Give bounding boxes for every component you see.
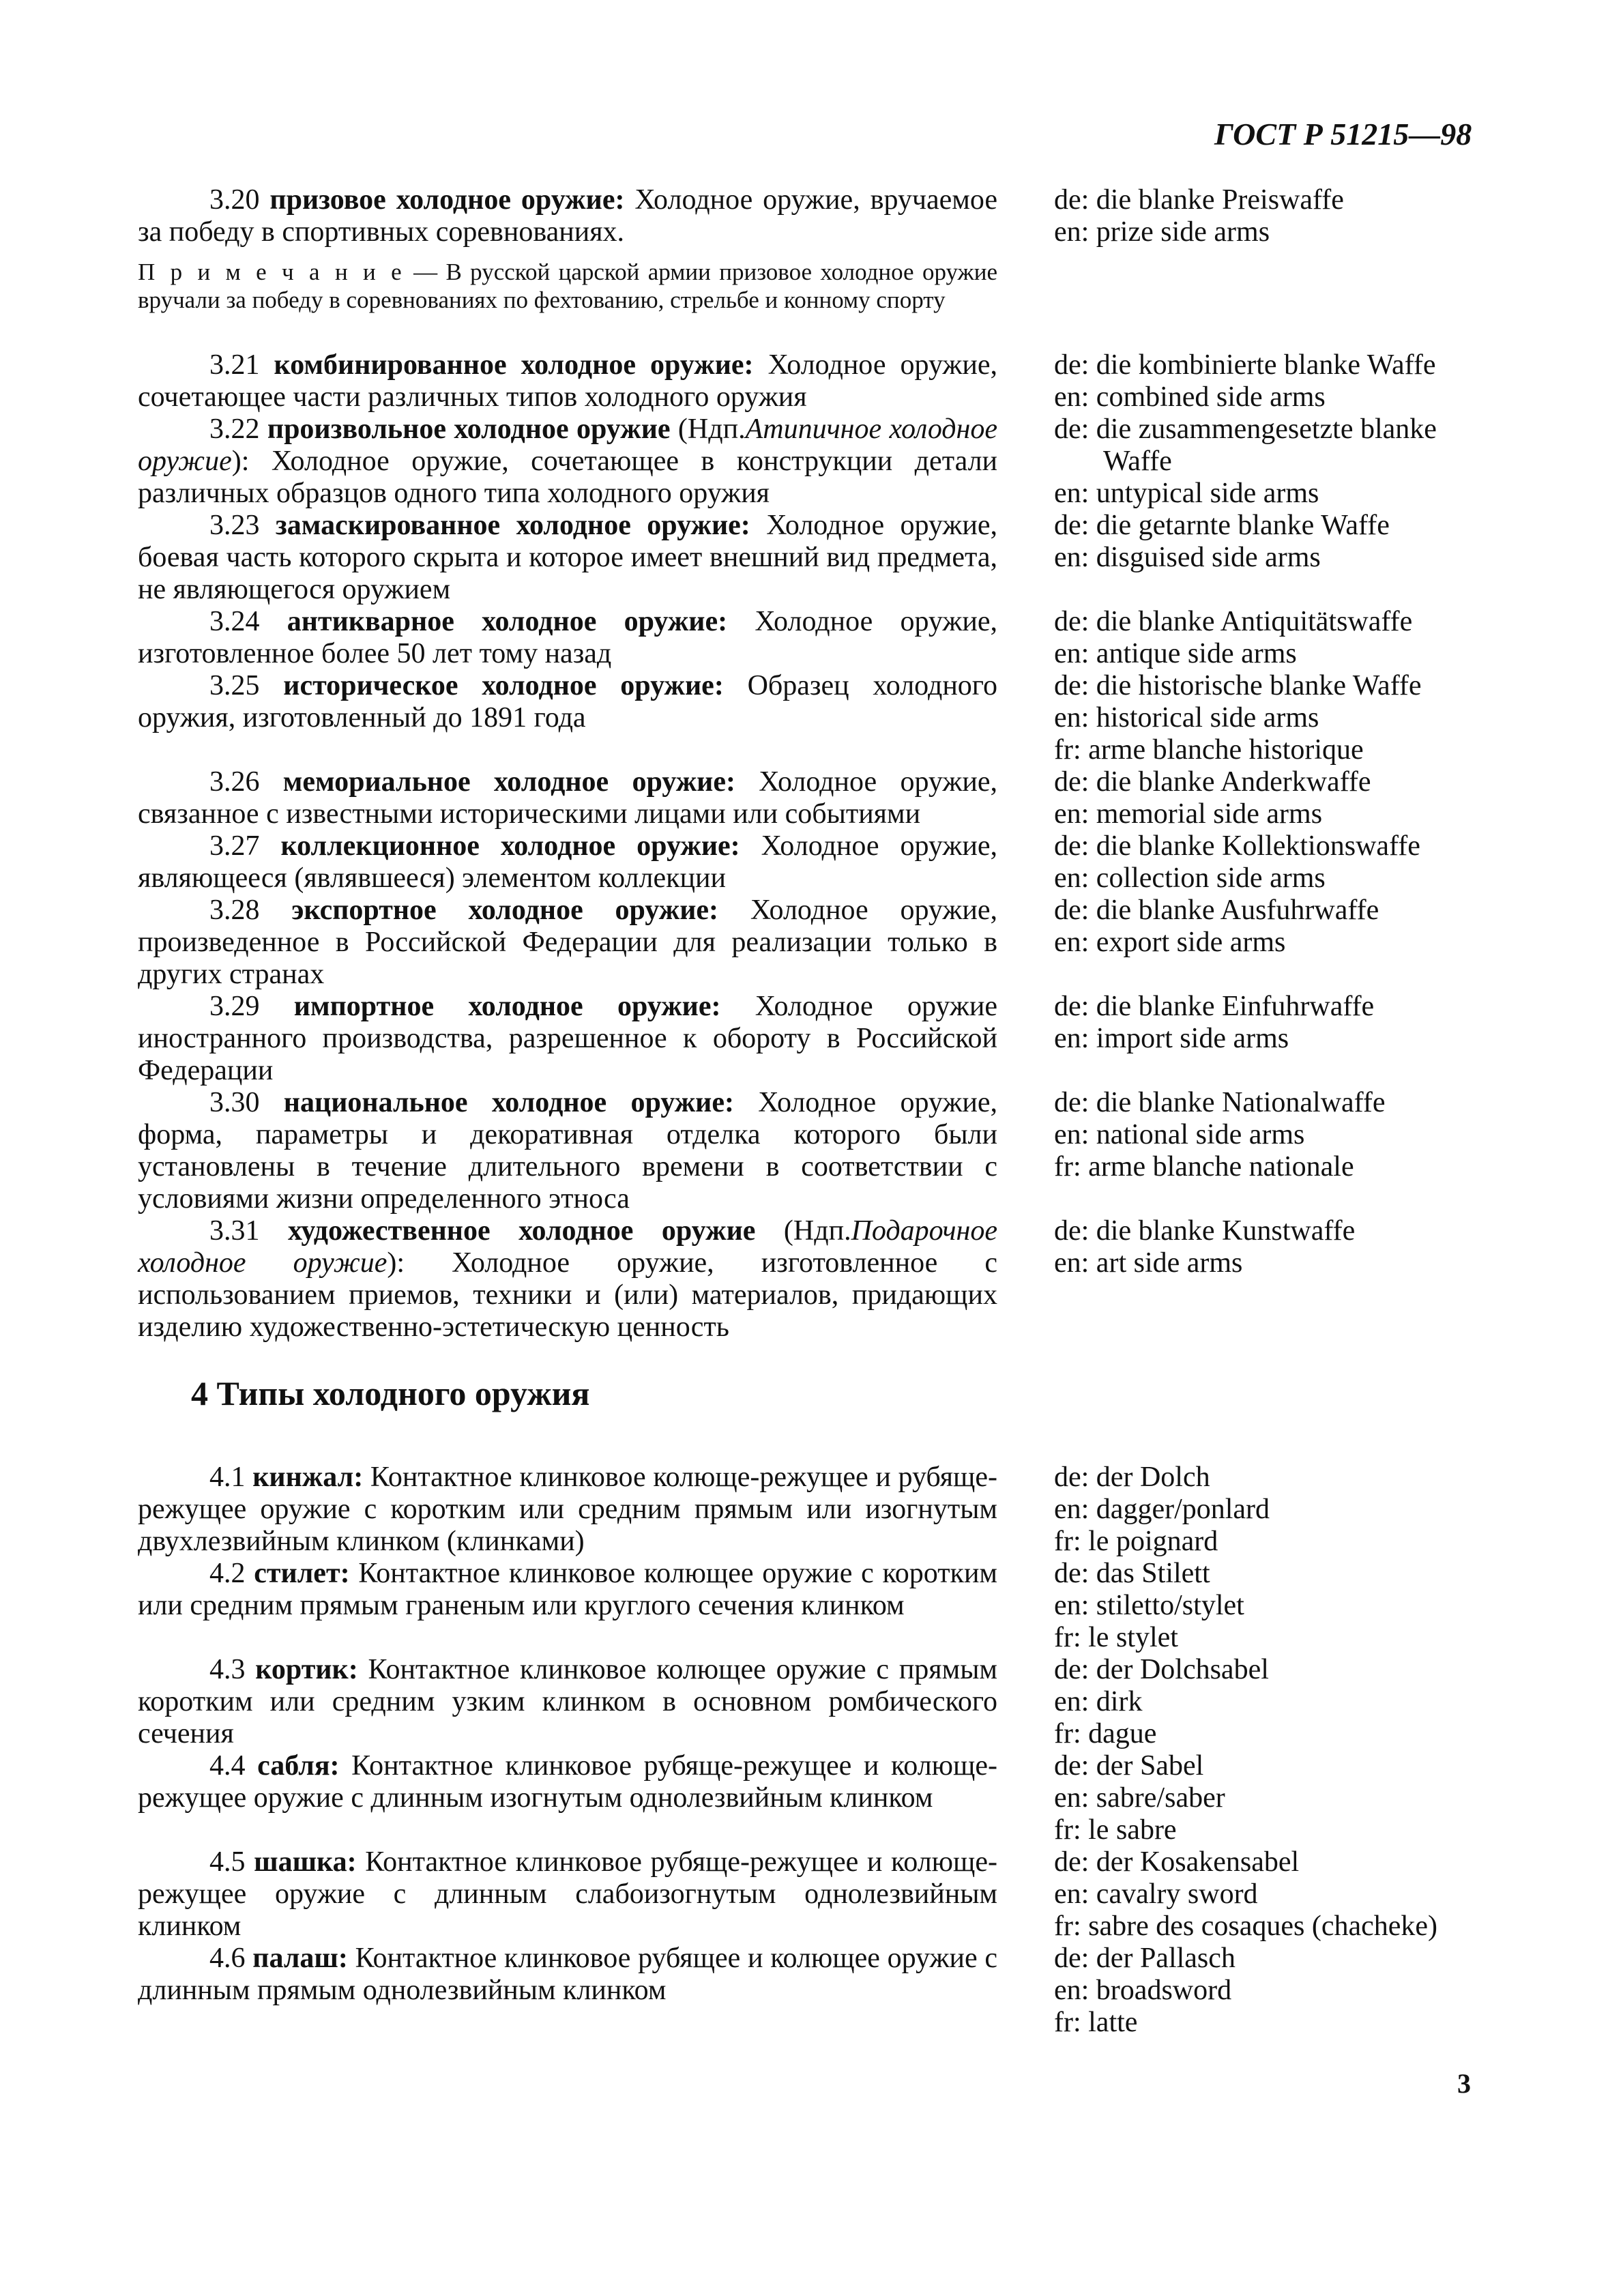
- equivalents-3-25: [1054, 670, 1491, 766]
- equivalent-de: de: die zusammengesetzte blanke Waffe: [1054, 413, 1437, 477]
- equivalents-3-28: [1054, 895, 1491, 959]
- term-name: палаш:: [252, 1943, 348, 1974]
- term-name: призовое холодное оружие:: [269, 184, 625, 216]
- equivalent-en: en: antique side arms: [1054, 638, 1297, 669]
- equivalent-fr: fr: arme blanche nationale: [1054, 1151, 1354, 1182]
- equivalent-fr: fr: le sabre: [1054, 1814, 1177, 1846]
- term-definition: Холодное оружие иностранного производства, разрешенное к обороту в Российской Федерации: [138, 991, 998, 1086]
- term-name: произвольное холодное оружие: [267, 413, 671, 445]
- term-definition: Холодное оружие, форма, параметры и декоративная отделка которого были установлены в течение длительного времени в соответствии с условиями жизни определенного этноса: [138, 1087, 997, 1215]
- equivalent-de: de: der Dolchsabel: [1054, 1654, 1269, 1685]
- term-name: импортное холодное оружие:: [293, 991, 721, 1022]
- equivalents-3-26: [1054, 766, 1491, 830]
- term-entry-4-6: [138, 1943, 997, 2007]
- term-name: художественное холодное оружие: [287, 1215, 756, 1247]
- term-entry-3-28: [138, 895, 997, 991]
- deprecated-term: Подарочное холодное оружие: [138, 1215, 998, 1279]
- term-entry-3-27: [138, 830, 997, 895]
- equivalents-4-4: [1054, 1750, 1491, 1846]
- term-name: коллекционное холодное оружие:: [280, 830, 740, 862]
- term-number: 3.31: [209, 1215, 260, 1247]
- term-name: кинжал:: [252, 1462, 364, 1493]
- term-definition: Холодное оружие, боевая часть которого скрыта и которое имеет внешний вид предмета, не являющегося оружием: [138, 510, 998, 605]
- note-block: [138, 258, 997, 314]
- equivalent-en: en: export side arms: [1054, 927, 1286, 958]
- equivalent-de: de: die blanke Ausfuhrwaffe: [1054, 895, 1379, 926]
- equivalent-en: en: art side arms: [1054, 1247, 1243, 1279]
- equivalent-de: de: die getarnte blanke Waffe: [1054, 510, 1390, 541]
- term-definition: Холодное оружие, изготовленное более 50 лет тому назад: [138, 606, 997, 669]
- equivalents-3-30: [1054, 1087, 1491, 1183]
- equivalent-de: de: das Stilett: [1054, 1558, 1210, 1589]
- equivalent-fr: fr: dague: [1054, 1718, 1157, 1749]
- term-name: мемориальное холодное оружие:: [282, 766, 736, 798]
- term-name: замаскированное холодное оружие:: [275, 510, 750, 541]
- term-number: 4.6: [209, 1943, 246, 1974]
- equivalent-en: en: stiletto/stylet: [1054, 1590, 1244, 1621]
- term-name: экспортное холодное оружие:: [291, 895, 719, 926]
- term-number: 4.5: [209, 1846, 246, 1878]
- equivalent-en: en: combined side arms: [1054, 381, 1326, 413]
- equivalent-de: de: der Kosakensabel: [1054, 1846, 1300, 1878]
- equivalent-de: de: die blanke Anderkwaffe: [1054, 766, 1371, 798]
- equivalent-en: en: historical side arms: [1054, 702, 1319, 733]
- section-title: 4 Типы холодного оружия: [191, 1374, 590, 1412]
- ndp-marker: (Ндп.: [783, 1215, 851, 1247]
- term-definition: Контактное клинковое колющее оружие с коротким или средним прямым граненым или круглого сечения клинком: [138, 1558, 998, 1621]
- term-entry-3-26: [138, 766, 997, 830]
- term-name: шашка:: [254, 1846, 357, 1878]
- term-entry-3-20: [138, 184, 997, 248]
- term-entry-3-23: [138, 510, 997, 606]
- term-number: 4.1: [209, 1462, 246, 1493]
- term-definition: Холодное оружие, связанное с известными историческими лицами или событиями: [138, 766, 997, 830]
- page-number: 3: [1457, 2068, 1471, 2099]
- term-definition: Образец холодного оружия, изготовленный до 1891 года: [138, 670, 997, 733]
- term-entry-4-1: [138, 1462, 997, 1558]
- ndp-close: ):: [231, 446, 250, 477]
- equivalents-3-29: [1054, 991, 1491, 1055]
- equivalent-de: de: der Pallasch: [1054, 1943, 1236, 1974]
- term-entry-3-31: [138, 1215, 997, 1343]
- term-definition: Холодное оружие, являющееся (являвшееся) элементом коллекции: [138, 830, 997, 894]
- term-number: 3.20: [209, 184, 260, 216]
- term-name: стилет:: [254, 1558, 350, 1589]
- term-entry-3-24: [138, 606, 997, 670]
- term-number: 4.2: [209, 1558, 246, 1589]
- equivalent-fr: fr: le stylet: [1054, 1622, 1178, 1653]
- equivalent-en: en: sabre/saber: [1054, 1782, 1225, 1814]
- term-number: 3.30: [209, 1087, 260, 1118]
- equivalent-en: en: cavalry sword: [1054, 1878, 1258, 1910]
- equivalent-de: de: der Sabel: [1054, 1750, 1204, 1782]
- equivalents-4-1: [1054, 1462, 1491, 1558]
- equivalents-3-31: [1054, 1215, 1491, 1279]
- term-definition: Контактное клинковое колюще-режущее и рубяще-режущее оружие с коротким или средним прямым или изогнутым двухлезвийным клинком (клинками): [138, 1462, 998, 1557]
- term-number: 3.21: [209, 349, 260, 381]
- equivalent-de: de: die blanke Einfuhrwaffe: [1054, 991, 1375, 1022]
- equivalents-4-3: [1054, 1654, 1491, 1750]
- term-definition: Контактное клинковое рубяще-режущее и колюще-режущее оружие с длинным изогнутым однолезвийным клинком: [138, 1750, 998, 1814]
- term-name: комбинированное холодное оружие:: [274, 349, 754, 381]
- equivalents-3-23: [1054, 510, 1491, 574]
- term-number: 3.23: [209, 510, 260, 541]
- term-entry-3-21: [138, 349, 997, 413]
- term-number: 3.22: [209, 413, 260, 445]
- equivalent-de: de: die blanke Preiswaffe: [1054, 184, 1344, 216]
- term-entry-4-5: [138, 1846, 997, 1943]
- equivalents-4-2: [1054, 1558, 1491, 1654]
- equivalents-3-21: [1054, 349, 1491, 413]
- term-entry-3-22: [138, 413, 997, 510]
- document-code: ГОСТ Р 51215—98: [1214, 117, 1472, 151]
- term-entry-3-25: [138, 670, 997, 734]
- equivalent-en: en: dagger/ponlard: [1054, 1494, 1270, 1525]
- term-number: 4.3: [209, 1654, 246, 1685]
- term-definition: Контактное клинковое рубящее и колющее оружие с длинным прямым однолезвийным клинком: [138, 1943, 998, 2006]
- term-number: 3.25: [209, 670, 260, 701]
- equivalent-de: de: die kombinierte blanke Waffe: [1054, 349, 1436, 381]
- equivalent-de: de: der Dolch: [1054, 1462, 1210, 1493]
- equivalents-4-5: [1054, 1846, 1491, 1943]
- equivalent-en: en: disguised side arms: [1054, 542, 1321, 573]
- equivalents-3-22: [1054, 413, 1491, 510]
- term-definition: Контактное клинковое колющее оружие с прямым коротким или средним узким клинком в основном ромбического сечения: [138, 1654, 997, 1749]
- term-name: кортик:: [255, 1654, 358, 1685]
- term-number: 3.24: [209, 606, 260, 637]
- equivalent-de: de: die blanke Kollektionswaffe: [1054, 830, 1420, 862]
- term-entry-4-2: [138, 1558, 997, 1622]
- term-definition: Холодное оружие, вручаемое за победу в спортивных соревнованиях.: [138, 184, 998, 248]
- equivalents-3-27: [1054, 830, 1491, 895]
- term-name: сабля:: [257, 1750, 340, 1782]
- term-entry-3-30: [138, 1087, 997, 1215]
- equivalent-fr: fr: latte: [1054, 2007, 1138, 2038]
- term-name: антикварное холодное оружие:: [287, 606, 728, 637]
- term-definition: Холодное оружие, произведенное в Российской Федерации для реализации только в других странах: [138, 895, 997, 990]
- note-text: — В русской царской армии призовое холодное оружие вручали за победу в соревнованиях по фехтованию, стрельбе и конному спорту: [138, 259, 997, 313]
- term-entry-4-4: [138, 1750, 997, 1814]
- equivalent-fr: fr: arme blanche historique: [1054, 734, 1364, 766]
- term-definition: Холодное оружие, сочетающее части различных типов холодного оружия: [138, 349, 998, 413]
- term-entry-4-3: [138, 1654, 997, 1750]
- equivalent-fr: fr: sabre des cosaques (chacheke): [1054, 1910, 1438, 1942]
- term-number: 3.28: [209, 895, 260, 926]
- term-number: 3.29: [209, 991, 260, 1022]
- deprecated-term: Атипичное холодное оружие: [138, 413, 998, 477]
- equivalent-en: en: prize side arms: [1054, 216, 1270, 248]
- equivalent-en: en: memorial side arms: [1054, 798, 1323, 830]
- ndp-close: ):: [387, 1247, 405, 1279]
- equivalent-de: de: die blanke Nationalwaffe: [1054, 1087, 1386, 1118]
- equivalent-en: en: broadsword: [1054, 1975, 1232, 2006]
- term-definition: Холодное оружие, сочетающее в конструкции детали различных образцов одного типа холодного оружия: [138, 446, 998, 509]
- term-entry-3-29: [138, 991, 997, 1087]
- equivalents-3-24: [1054, 606, 1491, 670]
- equivalent-en: en: dirk: [1054, 1686, 1143, 1717]
- equivalent-fr: fr: le poignard: [1054, 1526, 1218, 1557]
- equivalent-en: en: untypical side arms: [1054, 478, 1319, 509]
- ndp-marker: (Ндп.: [677, 413, 746, 445]
- term-definition: Холодное оружие, изготовленное с использованием приемов, техники и (или) материалов, придающих изделию художественно-эстетическую ценность: [138, 1247, 998, 1343]
- equivalent-en: en: collection side arms: [1054, 862, 1326, 894]
- term-number: 4.4: [209, 1750, 246, 1782]
- term-name: национальное холодное оружие:: [283, 1087, 734, 1118]
- equivalent-en: en: import side arms: [1054, 1023, 1289, 1054]
- term-definition: Контактное клинковое рубяще-режущее и колюще-режущее оружие с длинным слабоизогнутым однолезвийным клинком: [138, 1846, 998, 1942]
- equivalent-de: de: die historische blanke Waffe: [1054, 670, 1422, 701]
- equivalent-en: en: national side arms: [1054, 1119, 1305, 1150]
- term-number: 3.26: [209, 766, 260, 798]
- equivalents-4-6: [1054, 1943, 1491, 2039]
- equivalent-de: de: die blanke Kunstwaffe: [1054, 1215, 1356, 1247]
- term-number: 3.27: [209, 830, 260, 862]
- note-label: П р и м е ч а н и е: [138, 259, 405, 285]
- equivalents-3-20: [1054, 184, 1491, 248]
- term-name: историческое холодное оружие:: [283, 670, 724, 701]
- equivalent-de: de: die blanke Antiquitätswaffe: [1054, 606, 1413, 637]
